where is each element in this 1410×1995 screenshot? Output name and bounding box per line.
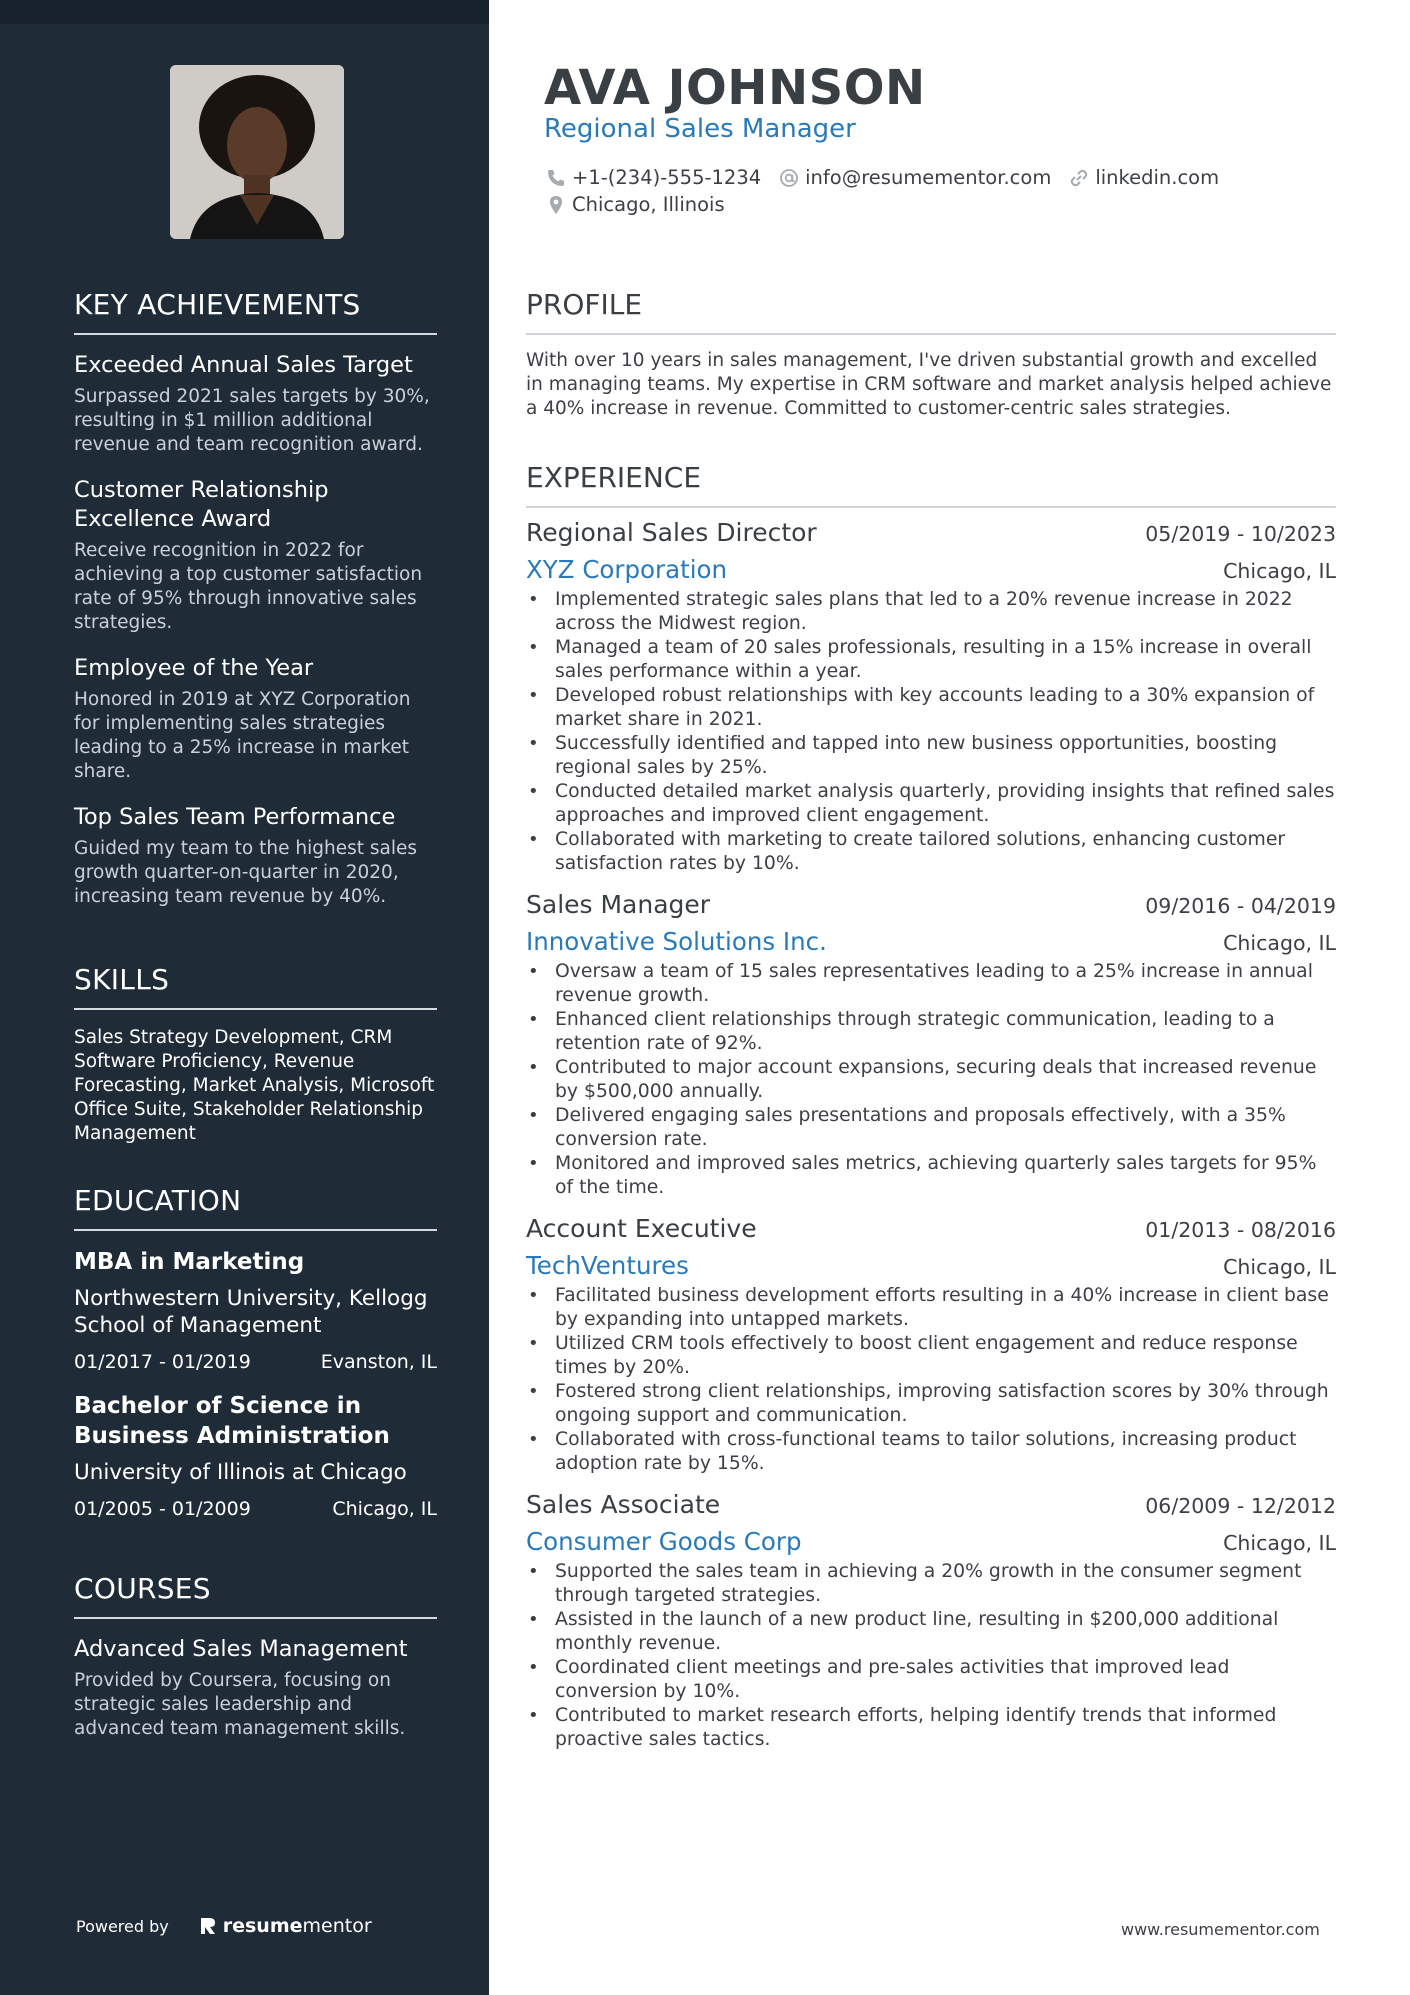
email-text: info@resumementor.com bbox=[805, 166, 1052, 189]
achievements-heading: KEY ACHIEVEMENTS bbox=[74, 288, 437, 335]
phone-text: +1-(234)-555-1234 bbox=[572, 166, 762, 189]
job-bullet: • Contributed to major account expansions, securing deals that increased revenue by $500,000 annually. bbox=[526, 1056, 1336, 1104]
job-entry bbox=[526, 890, 1336, 1200]
powered-by bbox=[76, 1915, 372, 1937]
education-item bbox=[74, 1247, 437, 1373]
job-location: Chicago, IL bbox=[1223, 559, 1336, 583]
profile-photo bbox=[170, 65, 344, 239]
education-dates: 01/2005 - 01/2009 bbox=[74, 1498, 251, 1520]
phone-contact[interactable] bbox=[546, 166, 761, 189]
job-company: XYZ Corporation bbox=[526, 555, 728, 584]
job-bullet: • Implemented strategic sales plans that led to a 20% revenue increase in 2022 across the Midwest region. bbox=[526, 588, 1336, 636]
course-item bbox=[74, 1635, 437, 1741]
job-bullet: • Conducted detailed market analysis quarterly, providing insights that refined sales approaches and improved client engagement. bbox=[526, 780, 1336, 828]
job-company: TechVentures bbox=[526, 1251, 689, 1280]
job-location: Chicago, IL bbox=[1223, 1531, 1336, 1555]
job-title: Regional Sales Director bbox=[526, 518, 817, 547]
achievement-desc: Honored in 2019 at XYZ Corporation for implementing sales strategies leading to a 25% increase in market share. bbox=[74, 689, 411, 782]
skills-heading: SKILLS bbox=[74, 963, 437, 1010]
job-company: Innovative Solutions Inc. bbox=[526, 927, 827, 956]
job-bullet: • Fostered strong client relationships, improving satisfaction scores by 30% through ongoing support and communication. bbox=[526, 1380, 1336, 1428]
experience-section bbox=[526, 461, 1336, 1752]
job-bullet: • Developed robust relationships with key accounts leading to a 30% expansion of market share in 2021. bbox=[526, 684, 1336, 732]
achievement-item bbox=[74, 654, 437, 784]
job-bullet: • Managed a team of 20 sales professionals, resulting in a 15% increase in overall sales performance within a year. bbox=[526, 636, 1336, 684]
candidate-name: AVA JOHNSON bbox=[544, 60, 926, 116]
job-bullet: • Utilized CRM tools effectively to boost client engagement and reduce response times by 20%. bbox=[526, 1332, 1336, 1380]
location-text: Chicago, Illinois bbox=[572, 193, 725, 216]
education-degree: Bachelor of Science in Business Administration bbox=[74, 1393, 390, 1449]
education-heading: EDUCATION bbox=[74, 1184, 437, 1231]
education-dates: 01/2017 - 01/2019 bbox=[74, 1351, 251, 1373]
courses-heading: COURSES bbox=[74, 1572, 437, 1619]
link-icon bbox=[1069, 168, 1089, 188]
achievement-title: Customer Relationship Excellence Award bbox=[74, 477, 329, 532]
location-pin-icon bbox=[546, 195, 566, 215]
job-title: Account Executive bbox=[526, 1214, 757, 1243]
at-icon bbox=[779, 168, 799, 188]
phone-icon bbox=[546, 168, 566, 188]
sidebar bbox=[0, 0, 489, 1995]
job-dates: 09/2016 - 04/2019 bbox=[1145, 894, 1336, 918]
job-bullet: • Delivered engaging sales presentations and proposals effectively, with a 35% conversion rate. bbox=[526, 1104, 1336, 1152]
job-location: Chicago, IL bbox=[1223, 1255, 1336, 1279]
contact-info bbox=[546, 164, 1306, 218]
achievement-item bbox=[74, 476, 437, 635]
job-bullet: • Collaborated with marketing to create tailored solutions, enhancing customer satisfaction rates by 10%. bbox=[526, 828, 1336, 876]
job-bullets bbox=[526, 1560, 1336, 1752]
achievement-item bbox=[74, 351, 437, 457]
job-bullet: • Successfully identified and tapped into new business opportunities, boosting regional sales by 25%. bbox=[526, 732, 1336, 780]
job-title: Sales Manager bbox=[526, 890, 711, 919]
linkedin-text: linkedin.com bbox=[1095, 166, 1220, 189]
course-desc: Provided by Coursera, focusing on strategic sales leadership and advanced team management skills. bbox=[74, 1670, 406, 1739]
powered-by-label: Powered by bbox=[76, 1916, 169, 1936]
education-school: University of Illinois at Chicago bbox=[74, 1460, 407, 1485]
skills-text: Sales Strategy Development, CRM Software Proficiency, Revenue Forecasting, Market Analysis, Microsoft Office Suite, Stakeholder Relationship Management bbox=[74, 1027, 435, 1144]
job-bullet: • Collaborated with cross-functional teams to tailor solutions, increasing product adoption rate by 15%. bbox=[526, 1428, 1336, 1476]
achievement-desc: Surpassed 2021 sales targets by 30%, resulting in $1 million additional revenue and team recognition award. bbox=[74, 386, 430, 455]
job-dates: 01/2013 - 08/2016 bbox=[1145, 1218, 1336, 1242]
job-entry bbox=[526, 1490, 1336, 1752]
job-bullets bbox=[526, 960, 1336, 1200]
profile-text: With over 10 years in sales management, I've driven substantial growth and excelled in managing teams. My expertise in CRM software and market analysis helped achieve a 40% increase in revenue. Committed to customer-centric sales strategies. bbox=[526, 350, 1332, 419]
job-bullet: • Assisted in the launch of a new product line, resulting in $200,000 additional monthly revenue. bbox=[526, 1608, 1336, 1656]
courses-section bbox=[74, 1572, 437, 1741]
education-location: Chicago, IL bbox=[332, 1498, 437, 1520]
job-bullet: • Monitored and improved sales metrics, achieving quarterly sales targets for 95% of the time. bbox=[526, 1152, 1336, 1200]
education-section bbox=[74, 1184, 437, 1520]
logo-bold-text: resume bbox=[222, 1915, 303, 1937]
achievement-desc: Guided my team to the highest sales growth quarter-on-quarter in 2020, increasing team revenue by 40%. bbox=[74, 838, 417, 907]
achievement-title: Employee of the Year bbox=[74, 655, 314, 681]
achievement-title: Top Sales Team Performance bbox=[74, 804, 396, 830]
job-bullet: • Coordinated client meetings and pre-sales activities that improved lead conversion by 10%. bbox=[526, 1656, 1336, 1704]
job-entry bbox=[526, 1214, 1336, 1476]
education-location: Evanston, IL bbox=[320, 1351, 437, 1373]
job-bullets bbox=[526, 1284, 1336, 1476]
footer-website[interactable]: www.resumementor.com bbox=[1121, 1920, 1320, 1939]
job-bullet: • Oversaw a team of 15 sales representatives leading to a 25% increase in annual revenue growth. bbox=[526, 960, 1336, 1008]
education-degree: MBA in Marketing bbox=[74, 1249, 305, 1275]
education-item bbox=[74, 1391, 437, 1520]
skills-section bbox=[74, 963, 437, 1146]
achievement-title: Exceeded Annual Sales Target bbox=[74, 352, 413, 378]
job-entry bbox=[526, 518, 1336, 876]
job-location: Chicago, IL bbox=[1223, 931, 1336, 955]
job-bullets bbox=[526, 588, 1336, 876]
profile-heading: PROFILE bbox=[526, 288, 1336, 335]
job-bullet: • Facilitated business development efforts resulting in a 40% increase in client base by expanding into untapped markets. bbox=[526, 1284, 1336, 1332]
course-title: Advanced Sales Management bbox=[74, 1636, 408, 1662]
job-company: Consumer Goods Corp bbox=[526, 1527, 802, 1556]
experience-heading: EXPERIENCE bbox=[526, 461, 1336, 508]
job-bullet: • Enhanced client relationships through strategic communication, leading to a retention rate of 92%. bbox=[526, 1008, 1336, 1056]
sidebar-top-strip bbox=[0, 0, 489, 24]
logo-light-text: mentor bbox=[302, 1915, 372, 1937]
job-bullet: • Contributed to market research efforts, helping identify trends that informed proactive sales tactics. bbox=[526, 1704, 1336, 1752]
achievement-item bbox=[74, 803, 437, 909]
profile-section bbox=[526, 288, 1336, 421]
job-dates: 06/2009 - 12/2012 bbox=[1145, 1494, 1336, 1518]
resumementor-logo-icon bbox=[199, 1916, 217, 1936]
email-contact[interactable] bbox=[779, 166, 1051, 189]
achievement-desc: Receive recognition in 2022 for achieving a top customer satisfaction rate of 95% through innovative sales strategies. bbox=[74, 540, 423, 633]
location-contact bbox=[546, 193, 725, 216]
job-bullet: • Supported the sales team in achieving a 20% growth in the consumer segment through targeted strategies. bbox=[526, 1560, 1336, 1608]
education-school: Northwestern University, Kellogg School of Management bbox=[74, 1286, 428, 1338]
job-dates: 05/2019 - 10/2023 bbox=[1145, 522, 1336, 546]
resumementor-logo[interactable] bbox=[199, 1915, 372, 1937]
achievements-section bbox=[74, 288, 437, 909]
linkedin-contact[interactable] bbox=[1069, 166, 1219, 189]
candidate-role: Regional Sales Manager bbox=[544, 114, 856, 144]
job-title: Sales Associate bbox=[526, 1490, 721, 1519]
